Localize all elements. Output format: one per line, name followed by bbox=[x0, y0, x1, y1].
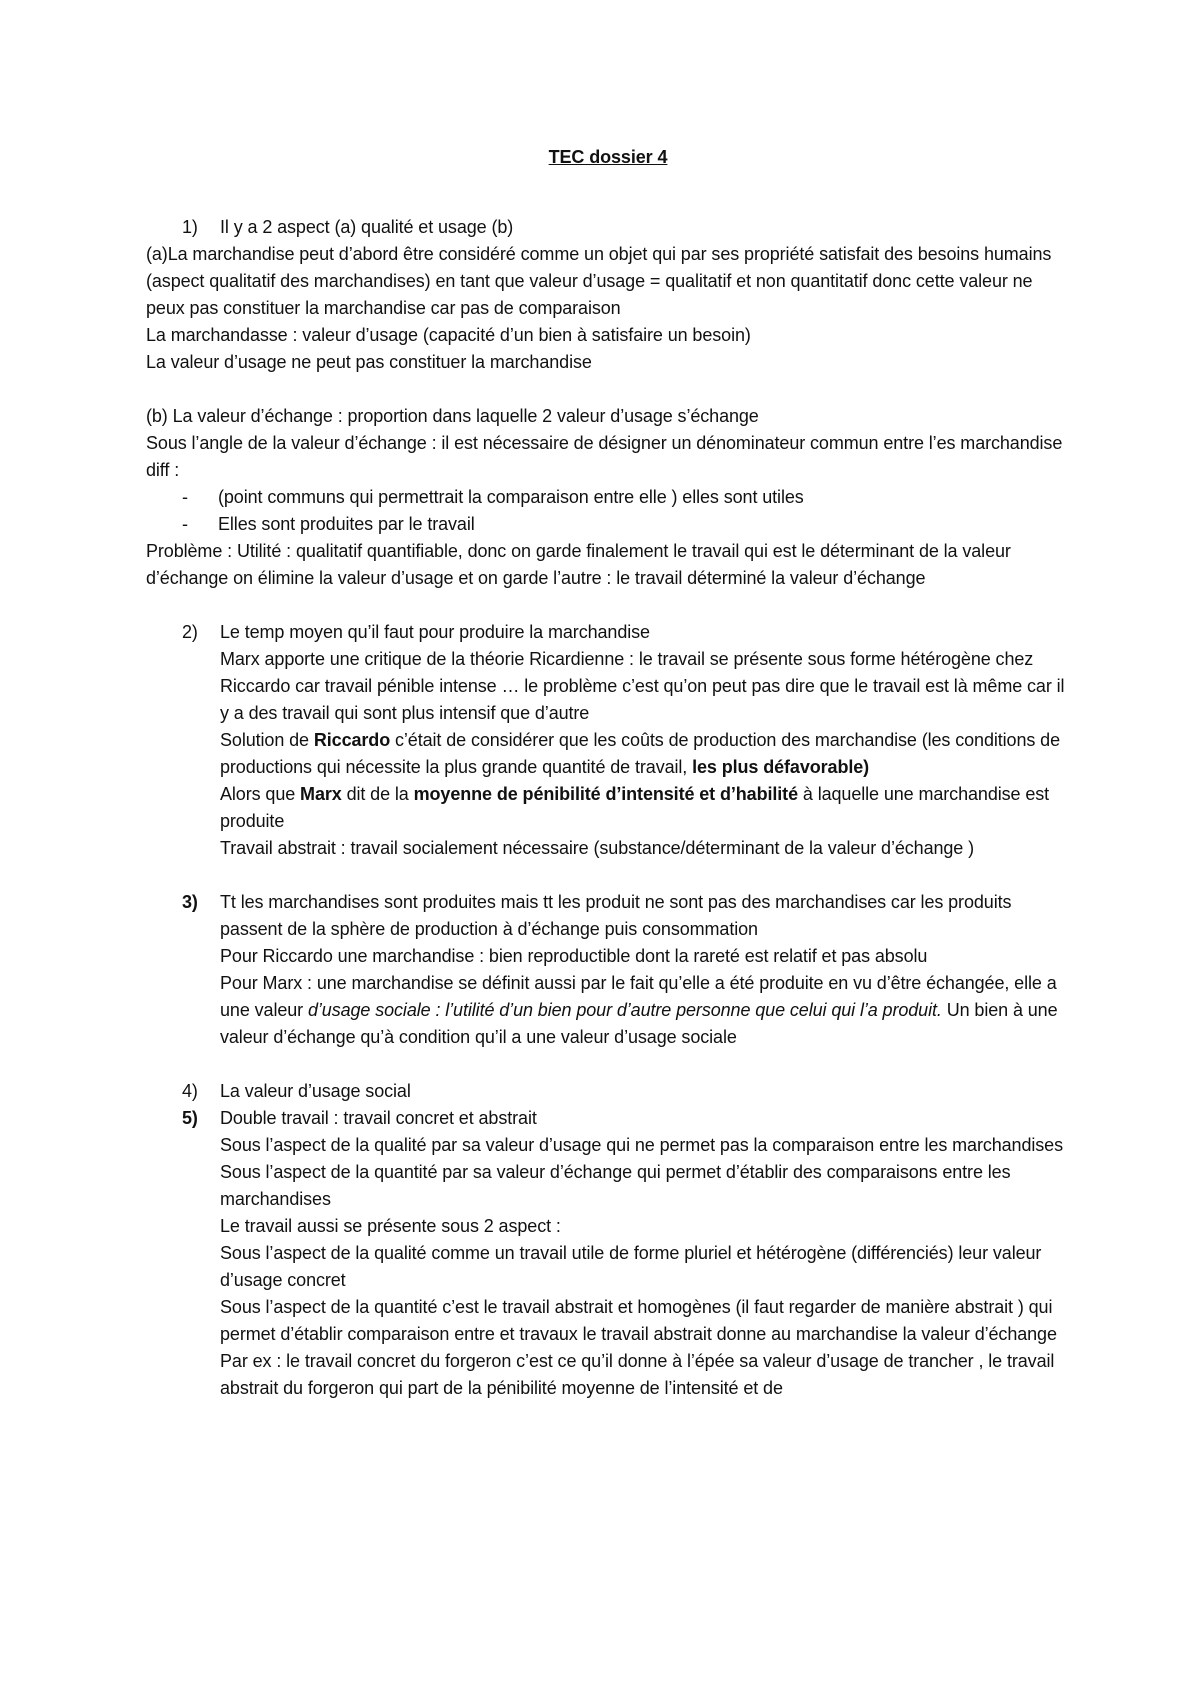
list-item bbox=[146, 484, 1070, 511]
paragraph: Tt les marchandises sont produites mais tt les produit ne sont pas des marchandises car les produits passent de la sphère de production à d’échange puis consommation bbox=[220, 892, 1012, 939]
question-heading: Le temp moyen qu’il faut pour produire la marchandise bbox=[220, 622, 650, 642]
question-number: 1) bbox=[182, 217, 198, 237]
paragraph: Problème : Utilité : qualitatif quantifiable, donc on garde finalement le travail qui est le déterminant de la valeur d’échange on élimine la valeur d’usage et on garde l’autre : le travail déterminé la valeur d’échange bbox=[146, 541, 1011, 588]
dash-marker: - bbox=[182, 487, 188, 507]
question-number: 4) bbox=[182, 1081, 198, 1101]
question-1 bbox=[146, 214, 1070, 241]
paragraph: Travail abstrait : travail socialement nécessaire (substance/déterminant de la valeur d’échange ) bbox=[220, 838, 975, 858]
question-3 bbox=[146, 889, 1070, 1051]
question-4 bbox=[146, 1078, 1070, 1105]
paragraph: Alors que Marx dit de la moyenne de pénibilité d’intensité et d’habilité à laquelle une marchandise est produite bbox=[220, 784, 1050, 831]
paragraph: Pour Marx : une marchandise se définit aussi par le fait qu’elle a été produite en vu d’être échangée, elle a une valeur d’usage sociale : l’utilité d’un bien pour d’autre personne que celui qui l’a produit. Un bien à une valeur d’échange qu’à condition qu’il a une valeur d’usage sociale bbox=[220, 973, 1058, 1047]
paragraph: Par ex : le travail concret du forgeron c’est ce qu’il donne à l’épée sa valeur d’usage de trancher , le travail abstrait du forgeron qui part de la pénibilité moyenne de l’intensité et de bbox=[220, 1351, 1055, 1398]
question-number: 2) bbox=[182, 622, 198, 642]
paragraph: Sous l’aspect de la quantité c’est le travail abstrait et homogènes (il faut regarder de manière abstrait ) qui permet d’établir comparaison entre et travaux le travail abstrait donne au marchandise la valeur d’échange bbox=[220, 1297, 1057, 1344]
paragraph: Pour Riccardo une marchandise : bien reproductible dont la rareté est relatif et pas absolu bbox=[220, 946, 928, 966]
question-5 bbox=[146, 1105, 1070, 1402]
list-item bbox=[146, 511, 1070, 538]
paragraph: Solution de Riccardo c’était de considérer que les coûts de production des marchandise (les conditions de productions qui nécessite la plus grande quantité de travail, les plus défavorable) bbox=[220, 730, 1061, 777]
paragraph: Sous l’aspect de la quantité par sa valeur d’échange qui permet d’établir des comparaisons entre les marchandises bbox=[220, 1162, 1011, 1209]
paragraph: La valeur d’usage ne peut pas constituer la marchandise bbox=[146, 352, 592, 372]
question-number: 3) bbox=[182, 892, 198, 912]
question-heading: Double travail : travail concret et abstrait bbox=[220, 1108, 537, 1128]
question-heading: Il y a 2 aspect (a) qualité et usage (b) bbox=[220, 217, 514, 237]
paragraph: (a)La marchandise peut d’abord être considéré comme un objet qui par ses propriété satisfait des besoins humains (aspect qualitatif des marchandises) en tant que valeur d’usage = qualitatif et non quantitatif donc cette valeur ne peux pas constituer la marchandise car pas de comparaison bbox=[146, 244, 1052, 318]
paragraph: Sous l’aspect de la qualité par sa valeur d’usage qui ne permet pas la comparaison entre les marchandises bbox=[220, 1135, 1063, 1155]
list-item-text: Elles sont produites par le travail bbox=[218, 514, 475, 534]
paragraph: Sous l’aspect de la qualité comme un travail utile de forme pluriel et hétérogène (différenciés) leur valeur d’usage concret bbox=[220, 1243, 1042, 1290]
question-heading: La valeur d’usage social bbox=[220, 1081, 411, 1101]
question-2 bbox=[146, 619, 1070, 862]
paragraph: Le travail aussi se présente sous 2 aspect : bbox=[220, 1216, 561, 1236]
dash-marker: - bbox=[182, 514, 188, 534]
paragraph: Sous l’angle de la valeur d’échange : il est nécessaire de désigner un dénominateur commun entre l’es marchandise diff : bbox=[146, 433, 1063, 480]
list-item-text: (point communs qui permettrait la comparaison entre elle ) elles sont utiles bbox=[218, 487, 804, 507]
document-title: TEC dossier 4 bbox=[548, 147, 668, 167]
paragraph: Marx apporte une critique de la théorie Ricardienne : le travail se présente sous forme hétérogène chez Riccardo car travail pénible intense … le problème c’est qu’on peut pas dire que le travail est là même car il y a des travail qui sont plus intensif que d’autre bbox=[220, 649, 1065, 723]
paragraph: (b) La valeur d’échange : proportion dans laquelle 2 valeur d’usage s’échange bbox=[146, 406, 759, 426]
paragraph: La marchandasse : valeur d’usage (capacité d’un bien à satisfaire un besoin) bbox=[146, 325, 751, 345]
question-number: 5) bbox=[182, 1108, 198, 1128]
